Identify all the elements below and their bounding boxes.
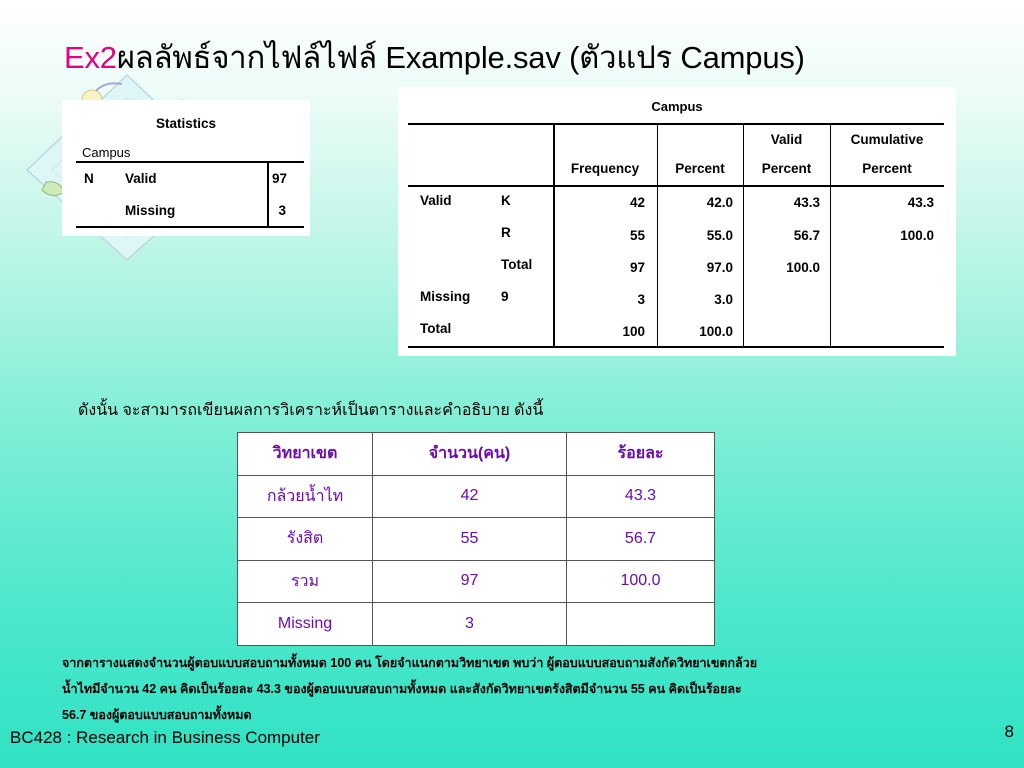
title-text: ผลลัพธ์จากไฟล์ไฟล์ Example.sav (ตัวแปร Campus) [116, 40, 805, 75]
summary-header-row [238, 433, 715, 476]
group-missing-label: Missing [420, 289, 471, 304]
page-number: 8 [1004, 722, 1014, 741]
paragraph-line: 56.7 ของผู้ตอบแบบสอบถามทั้งหมด [62, 708, 252, 722]
statistics-valid-value: 97 [272, 171, 288, 186]
header-percent: Percent [675, 161, 725, 176]
statistics-valid-label: Valid [125, 171, 157, 186]
cell-frequency: 42 [629, 195, 645, 210]
summary-header: ร้อยละ [567, 433, 715, 476]
cell-cumulative: 43.3 [907, 195, 934, 210]
group-total-label: Total [420, 321, 452, 336]
statistics-top-rule [76, 161, 304, 163]
summary-cell: 97 [373, 560, 567, 603]
summary-cell: 55 [373, 518, 567, 561]
cell-valid-percent: 100.0 [786, 260, 820, 275]
lead-text: ดังนั้น จะสามารถเขียนผลการวิเคราะห์เป็นตารางและคำอธิบาย ดังนี้ [78, 402, 544, 419]
table-row [238, 560, 715, 603]
cell-frequency: 97 [629, 260, 645, 275]
paragraph-line: น้ำไทมีจำนวน 42 คน คิดเป็นร้อยละ 43.3 ของผู้ตอบแบบสอบถามทั้งหมด และสังกัดวิทยาเขตรังสิตมีจำนวน 55 คน คิดเป็นร้อยละ [62, 682, 742, 696]
summary-cell: กล้วยน้ำไท [238, 475, 373, 518]
cell-valid-percent: 56.7 [793, 228, 820, 243]
cell-percent: 55.0 [706, 228, 733, 243]
cell-percent: 97.0 [706, 260, 733, 275]
table-row [238, 475, 715, 518]
header-valid-percent-2: Percent [761, 161, 812, 176]
frequency-header-rule [408, 185, 944, 187]
summary-table [237, 432, 715, 646]
summary-paragraph [62, 650, 982, 728]
statistics-divider [267, 161, 269, 226]
frequency-caption: Campus [651, 99, 703, 114]
slide-title [64, 38, 805, 78]
summary-cell: Missing [238, 603, 373, 646]
statistics-missing-value: 3 [278, 203, 286, 218]
cell-valid-percent: 43.3 [793, 195, 820, 210]
summary-cell: 42 [373, 475, 567, 518]
summary-cell: 100.0 [567, 560, 715, 603]
summary-cell: 43.3 [567, 475, 715, 518]
cell-percent: 100.0 [699, 324, 733, 339]
summary-cell [567, 603, 715, 646]
row-label: R [501, 225, 511, 240]
summary-cell: รังสิต [238, 518, 373, 561]
campus-frequency-table [398, 87, 956, 356]
header-valid-percent-1: Valid [770, 132, 803, 147]
group-valid-label: Valid [420, 193, 452, 208]
frequency-bottom-rule [408, 346, 944, 348]
cell-frequency: 55 [629, 228, 645, 243]
summary-cell: 56.7 [567, 518, 715, 561]
frequency-top-rule [408, 123, 944, 125]
table-row [238, 518, 715, 561]
statistics-bottom-rule [76, 226, 304, 228]
statistics-n-label: N [84, 171, 94, 186]
cell-percent: 3.0 [714, 292, 733, 307]
header-cumulative-1: Cumulative [850, 132, 924, 147]
paragraph-line: จากตารางแสดงจำนวนผู้ตอบแบบสอบถามทั้งหมด 100 คน โดยจำแนกตามวิทยาเขต พบว่า ผู้ตอบแบบสอบถามสังกัดวิทยาเขตกล้วย [62, 656, 758, 670]
footer-course: BC428 : Research in Business Computer [10, 728, 320, 747]
header-frequency: Frequency [570, 161, 640, 176]
cell-frequency: 3 [637, 292, 645, 307]
header-cumulative-2: Percent [862, 161, 912, 176]
table-row [238, 603, 715, 646]
row-label: K [501, 193, 511, 208]
summary-cell: 3 [373, 603, 567, 646]
cell-cumulative: 100.0 [900, 228, 934, 243]
summary-cell: รวม [238, 560, 373, 603]
title-prefix: Ex2 [64, 40, 117, 75]
statistics-variable: Campus [82, 145, 131, 160]
statistics-table [62, 100, 310, 236]
row-label: Total [501, 257, 533, 272]
cell-percent: 42.0 [706, 195, 733, 210]
row-label: 9 [501, 289, 509, 304]
statistics-caption: Statistics [155, 116, 217, 131]
summary-header: วิทยาเขต [238, 433, 373, 476]
cell-frequency: 100 [622, 324, 645, 339]
summary-header: จำนวน(คน) [373, 433, 567, 476]
statistics-missing-label: Missing [125, 203, 176, 218]
